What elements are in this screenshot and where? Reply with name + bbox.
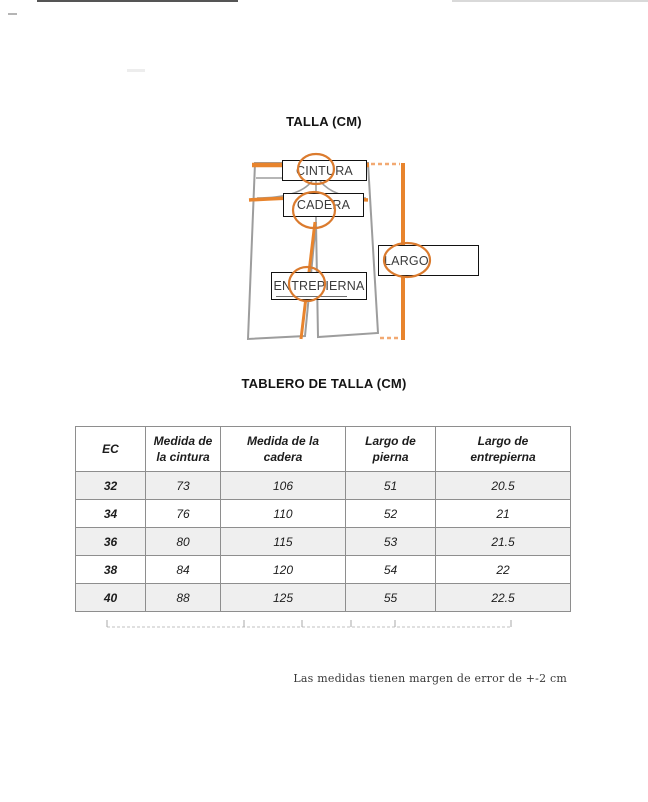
header-line: EC [102,442,119,456]
table-cell: 21 [436,500,571,528]
entrepierna-label: ENTREPIERNA [273,279,365,293]
table-cell: 20.5 [436,472,571,500]
pants-silhouette [248,163,378,339]
cintura-label-box [282,160,367,181]
table-cell: 84 [146,556,221,584]
table-header-row [76,427,571,472]
size-table-title: TABLERO DE TALLA (CM) [241,376,407,391]
table-cell: 106 [221,472,346,500]
table-cell: 73 [146,472,221,500]
table-cell: 110 [221,500,346,528]
size-table [75,426,571,612]
entrepierna-underline [276,296,347,297]
table-cell: 22 [436,556,571,584]
table-cell: 36 [76,528,146,556]
col-header-ec [76,427,146,472]
table-cell: 52 [346,500,436,528]
table-row [76,500,571,528]
table-row [76,556,571,584]
ruler-ticks [107,620,511,627]
table-cell: 34 [76,500,146,528]
table-row [76,584,571,612]
header-line: Medida de la [246,434,320,448]
top-edge-line-right [452,0,648,2]
col-header-entrepierna [436,427,571,472]
col-header-cadera [221,427,346,472]
header-line: cadera [263,450,303,464]
header-line: Medida de [153,434,213,448]
largo-label: LARGO [384,253,429,268]
table-cell: 22.5 [436,584,571,612]
table-cell: 51 [346,472,436,500]
table-cell: 40 [76,584,146,612]
stray-mark [127,69,145,72]
largo-label-box [378,245,479,276]
table-cell: 80 [146,528,221,556]
table-cell: 32 [76,472,146,500]
table-row [76,472,571,500]
header-line: Largo de [477,434,529,448]
table-cell: 21.5 [436,528,571,556]
table-cell: 115 [221,528,346,556]
tolerance-footnote: Las medidas tienen margen de error de +-2 cm [293,672,567,685]
top-left-dash [8,13,17,15]
header-line: pierna [372,450,409,464]
cadera-label: CADERA [296,198,351,212]
table-cell: 120 [221,556,346,584]
cadera-label-box [283,193,364,217]
header-line: entrepierna [470,450,536,464]
table-cell: 53 [346,528,436,556]
table-row [76,528,571,556]
size-diagram-title: TALLA (CM) [286,114,362,129]
col-header-pierna [346,427,436,472]
cintura-label: CINTURA [296,163,353,178]
top-edge-line-left [37,0,238,2]
table-cell: 38 [76,556,146,584]
table-cell: 55 [346,584,436,612]
measure-ruler [95,615,525,635]
table-cell: 76 [146,500,221,528]
header-line: Largo de [365,434,416,448]
table-cell: 125 [221,584,346,612]
col-header-cintura [146,427,221,472]
header-line: la cintura [156,450,210,464]
table-cell: 88 [146,584,221,612]
table-cell: 54 [346,556,436,584]
